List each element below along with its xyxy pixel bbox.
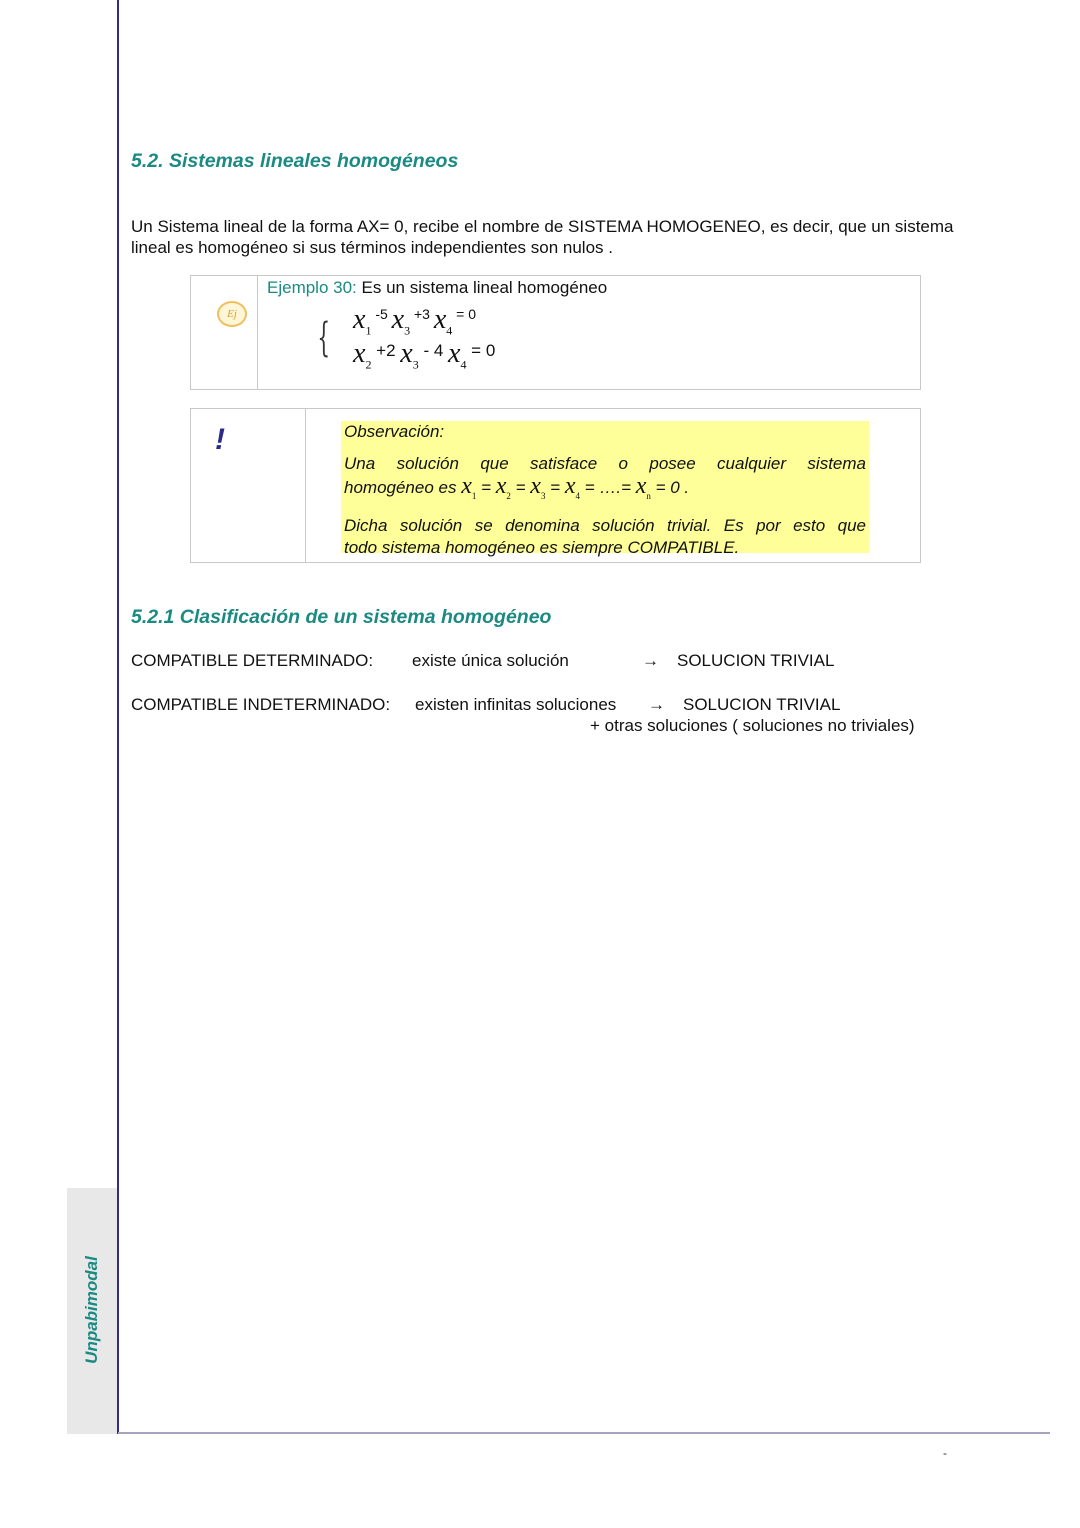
footer-rule — [118, 1432, 1050, 1434]
system-brace-icon: { — [317, 315, 331, 361]
example-box — [190, 275, 921, 390]
class-row-1-type: COMPATIBLE DETERMINADO: — [131, 651, 374, 670]
equation-2: $x_2$ $^{+2}$ $x_3$ $^{- 4}$ $x_4$ $^{= 0}$ — [353, 338, 496, 372]
page-number: - — [943, 1446, 947, 1460]
section-title: 5.2. Sistemas lineales homogéneos — [131, 150, 459, 172]
sidebar-label: Unpabimodal — [82, 1256, 101, 1364]
subsection-title: 5.2.1 Clasificación de un sistema homogéneo — [131, 606, 552, 628]
class-row-2-result: SOLUCION TRIVIAL — [683, 695, 841, 714]
class-row-2-extra: + otras soluciones ( soluciones no triviales) — [590, 716, 915, 735]
class-row-1-desc: existe única solución — [412, 651, 569, 670]
class-row-1-result: SOLUCION TRIVIAL — [677, 651, 835, 670]
equation-1: $x_1$ $^{-5}$ $x_3$ $^{+3}$ $x_4$ $^{= 0}$ — [353, 304, 477, 338]
exclamation-icon: ! — [215, 423, 225, 456]
intro-paragraph: Un Sistema lineal de la forma AX= 0, recibe el nombre de SISTEMA HOMOGENEO, es decir, que un sistema lineal es homogéneo si sus términos independientes son nulos . — [131, 217, 954, 257]
observation-paragraph-1: Una solución que satisface o posee cualquier sistema homogéneo es $x_1 = x_2 = x_3 = x_4$ = ….= $x_n = 0$ . — [344, 454, 866, 501]
left-margin-rule — [117, 0, 119, 1434]
example-icon-column — [191, 276, 258, 389]
arrow-right-icon: → — [648, 695, 665, 714]
arrow-right-icon: → — [642, 651, 659, 670]
observation-paragraph-2: Dicha solución se denomina solución trivial. Es por esto que todo sistema homogéneo es siempre COMPATIBLE. — [344, 515, 866, 557]
observation-icon-column — [191, 409, 306, 562]
class-row-2-desc: existen infinitas soluciones — [415, 695, 617, 714]
example-icon: Ej — [217, 301, 247, 327]
trivial-solution-formula: $x_1$ — [461, 473, 477, 501]
class-row-2-type: COMPATIBLE INDETERMINADO: — [131, 695, 391, 714]
observation-title: Observación: — [344, 422, 445, 441]
observation-box — [190, 408, 921, 563]
observation-highlight — [341, 421, 869, 557]
example-label: Ejemplo 30: — [267, 278, 357, 297]
example-text: Es un sistema lineal homogéneo — [356, 278, 608, 297]
example-title — [267, 278, 607, 298]
